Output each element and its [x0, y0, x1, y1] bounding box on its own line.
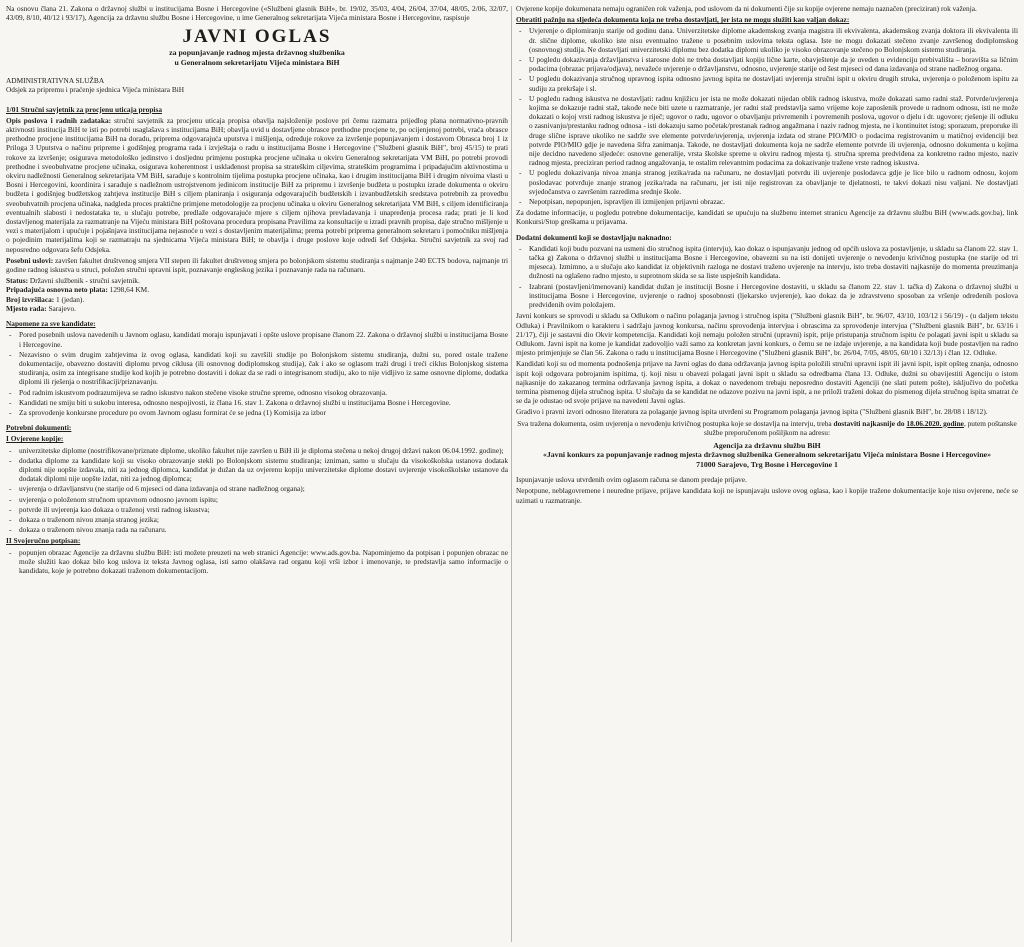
- list-item: - Pod radnim iskustvom podrazumijeva se radno iskustvo nakon stečene visoke stručne spreme, odnosno visokog obrazovanja.: [19, 388, 508, 397]
- additional-documents-list: [516, 244, 1018, 309]
- list-item: - Uvjerenje o diplomiranju starije od godinu dana. Univerzitetske diplome akademskog zvanja magistra ili ekvivalenta, akademskog zvanja doktora ili ekvivalenta ili dr. slične diplome, ukoliko iste nisu eventualno tražene u posebnim uslovima teksta oglasa. Iste ne mogu dokazati stečeno zvanje završenog dodiplomskog (osnovnog) studija. Ne dostavljati univerzitetski diplomu bez dodatka diplomi ukoliko je visoko obrazovanje stečeno po Bolonjskom sistemu studiranja.: [529, 26, 1018, 54]
- salary-label: Pripadajuća osnovna neto plata:: [6, 285, 108, 295]
- list-item: - dodatka diplome za kandidate koji su visoko obrazovanje stekli po Bolonjskom sistemu studiranja; izniman, samo u slučaju da visokoškolska ustanova dodatak diplomi nije uopšte izdavala, niti za jednog diplomca, kandidat je dužan da uz ovjerenu kopiju univerzitetske diplome dostavi uvjerenje visokoškolske ustanove da dodatak diplomi nije uopšte izdat, niti za jednog diplomca;: [19, 456, 508, 484]
- invalid-documents-heading: Obratiti pažnju na sljedeća dokumenta koja ne treba dostavljati, jer ista ne mogu služiti kao valjan dokaz:: [516, 15, 850, 25]
- list-item: - Pored posebnih uslova navedenih u Javnom oglasu, kandidati moraju ispunjavati i opšte uslove propisane članom 22. Zakona o državnoj službi u institucijama Bosne i Hercegovine.: [19, 330, 508, 348]
- list-item: - Izabrani (postavljeni/imenovani) kandidat dužan je instituciji Bosne i Hercegovine dostaviti, u skladu sa članom 22. stav 1. tačka d) Zakona o državnoj službi u institucijama Bosne i Hercegovine, uvjerenje o radnoj sposobnosti (ljekarsko uvjerenje), kao dokaz da je zdravstveno sposoban za vršenje određenih poslova predviđenih ovim položajem.: [529, 282, 1018, 310]
- validity-paragraph: Ovjerene kopije dokumenata nemaju ograničen rok važenja, pod uslovom da ni dokumenti čije su kopije ovjerene nemaju naznačen (preciziran) rok važenja.: [516, 4, 977, 13]
- additional-documents-heading: Dodatni dokumenti koji se dostavljaju naknadno:: [516, 232, 672, 242]
- organization-unit: [6, 76, 508, 94]
- signed-form-list: [6, 548, 508, 576]
- certified-copies-heading: I Ovjerene kopije:: [6, 434, 64, 444]
- workplace-line: [6, 304, 508, 313]
- certified-copies-list: [6, 446, 508, 535]
- deadline-label: dostaviti najkasnije do: [833, 418, 905, 428]
- documents-heading: Potrebni dokumenti:: [6, 423, 72, 433]
- workplace-label: Mjesto rada:: [6, 303, 47, 313]
- column-divider: [511, 6, 512, 942]
- address-street: 71000 Sarajevo, Trg Bosne i Hercegovine 1: [696, 459, 838, 469]
- list-item: - univerzitetske diplome (nostrifikovane/priznate diplome, ukoliko fakultet nije završen u BiH ili je diploma stečena u nekoj drugoj državi nakon 06.04.1992. godine);: [19, 446, 508, 455]
- deadline-paragraph: [516, 419, 1018, 437]
- duties-label: Opis poslova i radnih zadataka:: [6, 115, 112, 125]
- list-item: - Kandidati koji budu pozvani na usmeni dio stručnog ispita (intervju), kao dokaz o ispunjavanju jednog od općih uslova za postavljenje, u skladu sa članom 22. stav 1. tačka g) Zakona o državnoj službi u institucijama Bosne i Hercegovine, obavezni su na isti donijeti uvjerenje o nevođenju krivičnog postupka (ne starije od tri mjeseca). Izmimno, a u slučaju ako kandidat iz objektivnih razloga ne dostavi traženo uvjerenje na intervju, isto treba dostaviti najkasnije do momenta preuzimanja dužnosti na oglašeno radno mjesto, u suprotnom skida se sa liste uspješnih kandidata.: [529, 244, 1018, 281]
- list-item: - dokaza o traženom nivou znanja rada na računaru.: [19, 525, 508, 534]
- info-paragraph: Za dodatne informacije, u pogledu potrebne dokumentacije, kandidati se upućuju na službenu internet stranicu Agencije za državnu službu BiH (www.ads.gov.ba), link Konkursi/Stop greškama u prijavama.: [516, 208, 1018, 227]
- service-name: ADMINISTRATIVNA SLUŽBA: [6, 76, 105, 86]
- closing-paragraph-1: Ispunjavanje uslova utvrđenih ovim oglasom računa se danom predaje prijave.: [516, 475, 747, 485]
- duties-paragraph: [6, 116, 508, 254]
- announcement-subtitle: [6, 48, 508, 67]
- conditions-label: Posebni uslovi:: [6, 255, 54, 265]
- workplace-value: Sarajevo.: [48, 303, 76, 313]
- legal-basis-paragraph: Na osnovu člana 21. Zakona o državnoj službi u institucijama Bosne i Hercegovine («Službeni glasnik BiH», br. 19/02, 35/03, 4/04, 26/04, 37/04, 48/05, 2/06, 32/07, 43/09, 8/10, 40/12 i 93/17), Agencija za državnu službu Bosne i Hercegovine, u ime Generalnog sekretarijata Vijeća ministara Bosne i Hercegovine, raspisuje: [6, 4, 508, 23]
- right-column: [516, 4, 1018, 507]
- department-name: Odsjek za pripremu i praćenje sjednica Vijeća ministara BiH: [6, 85, 185, 95]
- list-item: - popunjen obrazac Agencije za državnu službu BiH: isti možete preuzeti na web stranici Agencije: www.ads.gov.ba. Napominjemo da potpisan i popunjen obrazac ne može služiti kao dokaz bilo kog uslova iz teksta Javnog oglasa, isti samo olakšava rad organu koji vrši izbor i imenovanje, te predstavlja samo informacije o kandidatu, koje je potrebno dokazati traženom dokumentacijom.: [19, 548, 508, 576]
- list-item: - U pogledu dokazivanja nivoa znanja stranog jezika/rada na računaru, ne dostavljati potvrdu ili uvjerenje poslodavca gdje je lice bilo u radnom odnosu, kojom poslodavac potvrđuje znanje stranog jezika/rada na računaru, jer isti nije registrovan za obavljanje te djelatnosti, te takvi dokazi nisu valjani. Ne dostavljati svjedočanstva o završenim razredima srednje škole.: [529, 168, 1018, 196]
- list-item: - dokaza o traženom nivou znanja stranog jezika;: [19, 515, 508, 524]
- invalid-documents-list: [516, 26, 1018, 206]
- executors-line: [6, 295, 508, 304]
- address-subject: «Javni konkurs za popunjavanje radnog mjesta državnog službenika Generalnom sekretarijatu Vijeća ministara Bosne i Hercegovine»: [542, 450, 992, 460]
- list-item: - Kandidati ne smiju biti u sukobu interesa, odnosno nespojivosti, iz člana 16. stav 1. Zakona o državnoj službi u institucijama Bosne i Hercegovine.: [19, 398, 508, 407]
- notes-list: [6, 330, 508, 417]
- signed-form-heading: II Svojeručno potpisan:: [6, 536, 81, 546]
- list-item: - Za sprovođenje konkursne procedure po ovom Javnom oglasu formirat će se jedna (1) Komisija za izbor: [19, 408, 508, 417]
- notes-heading: Napomene za sve kandidate:: [6, 319, 96, 329]
- list-item: - uvjerenja o položenom stručnom upravnom odnosno javnom ispitu;: [19, 495, 508, 504]
- deadline-intro: Sva tražena dokumenta, osim uvjerenja o nevođenju krivičnog postupka koje se dostavlja na intervju, treba: [517, 418, 832, 428]
- list-item: - Nezavisno o svim drugim zahtjevima iz ovog oglasa, kandidati koji su završili studije po Bolonjskom sistemu studiranja, dužni su, pored ostale tražene dokumentacije, obavezno dostaviti diplomu prvog ciklusa (ili osnovnog dodiplomskog studija), čak i ako se oglasom traži drugi i treći ciklus Bolonjskog sistema studiranja, osim za integrisane studije kod kojih je potrebno dostaviti i dokaz da se radi o integrisanom studiju, ako to nije vidljivo iz same osnovne diplome, dodatka diplomi ili rješenja o nostrifikaciji/priznavanju.: [19, 350, 508, 387]
- passed-exam-paragraph: Kandidati koji su od momenta podnošenja prijave na Javni oglas do dana održavanja javnog ispita položili stručni upravni ispit ili javni ispit, ispit opšteg znanja, odnosno ispit koji odgovara pobrojanim ispitima, tj. koji nisu u obavezi polagati javni ispit u skladu sa odredbama člana 13. Odluke, dužni su obavijestiti Agenciju o istom najkasnije do zakazanog termina održavanja javnog ispita, a dokaz o navedenom trebaju neposredno dostaviti Agenciji (ne slati putem pošte), isključivo do početka termina pismenog dijela stručnog ispita. U slučaju da se kandidat ne odazove pozivu na javni ispit, a ne priloži traženi dokaz do pismenog dijela stručnog ispita smatrat će se da je odustao od svoje prijave na navedeni Javni oglas.: [516, 359, 1018, 406]
- duties-text: stručni savjetnik za procjenu uticaja propisa obavlja najsloženije poslove pri čemu razmatra prijedlog plana normativno-pravnih aktivnosti institucija BiH te isti po potrebi usaglašava s institucijama BiH; obavlja uvid u dostavljene obrasce prethodne procjene te, po ocijenjenoj potrebi, vraća obrasce prethodne procjene institucijama BiH na doradu, priprema odgovarajuća uputstva i mišljenja, određuje rokove za izvršenje popunjavanjem i dostavom Obrasca broj 1 iz Priloga 3 Uputstva o načinu pripreme i godišnjeg programa rada i izvještaja o radu u institucijama Bosne i Hercegovine ("Službeni glasnik BiH", broj 45/15) te prati rokove za izvršenje; osigurava metodološko jedinstvo i dosljednu primjenu postupka procjene učinaka u okviru Generalnog sekretarijata VM BiH, po potrebi provodi prethodne i sveobuhvatne procjene učinaka, osigurava koherentnost i usklađenost propisa sa strateškim ciljevima, strateškim programima i pripadajućim aktivnostima u okviru nadležnosti Generalnog sekretarijata VM BiH, sarađuje s kontrolnim tijelima postupka procjene učinaka, kao i drugim institucijama BiH i drugim nivoima vlasti u Bosni i Hercegovini, koordinira i sarađuje s nadležnom ustrojstvenom jedinicom institucije BiH za pripremu i izvršenje budžeta u postupku izrade dokumenta o okviru budžeta i godišnjeg budžetskog zahtjeva institucije BiH s ciljem planiranja i osiguranja odgovarajućih budžetskih i izvanbudžetskih sredstava potrebnih za provedbu sveobuhvatnih procjena učinaka, nadgleda proces praktične primjene metodologije za procjenu učinaka u okviru Generalnog sekretarijata VM BiH, s ciljem identificiranja eventualnih slabosti i nedostataka te, u slučaju potrebe, predlaže odgovarajuće mjere s ciljem njihova prevladavanja i unapređenja procesa rada; prati je li kod dostavljenog materijala za razmatranje na Vijeću ministara BiH poštovana procedura propisana Pravilima za konsultacije u izradi pravnih propisa, daje stručno mišljenje u vezi s materijalom i upućuje i pojašnjava institucijama nejasnoće u vezi s dostavljenim materijalima; prema potrebi priprema generalnom sekretaru i pomoćniku mišljenja o pojedinim materijalima koji se razmatraju na sjednicama Vijeća ministara BiH; te obavlja i druge poslove koje odredi šef Odsjeka. Stručni savjetnik za svoj rad neposredno odgovara šefu Odsjeka.: [6, 115, 508, 254]
- subtitle-line-1: za popunjavanje radnog mjesta državnog službenika: [169, 48, 345, 58]
- list-item: - U pogledu radnog iskustva ne dostavljati: radnu knjižicu jer ista ne može dokazati nijedan oblik radnog iskustva, može dokazati samo radni staž. Potvrde/uvjerenja kojima se dokazuje radni staž, takođe neće biti uzete u razmatranje, jer radni staž predstavlja samo vrijeme koje zaposlenik provede u radnom odnosu, isti ne može dokazati o kojoj vrsti radnog iskustva je riječ; ugovor o radu, ugovor o obavljanju privremenih i povremenih poslova, ugovor o djelu i dr. ugovore; rješenje ili odluku o zasnivanju/prestanku radnog odnosa - isti dokazuju samo početak/prestanak radnog angažmana i naziv radnog mjesta, ne i kontinuitet istog; sporazum, preporuke ili druge slične isprave ukoliko ne sadrže sve elemente potvrde/uvjerenja, uvjerenja izdata od strane PIO/MIO o podacima registrovanim u matičnoj evidenciji bez potvrde PIO/MIO gdje je navedena šifra zanimanja. Takođe, ne dostavljati dokumenta koja ne sadrže elemente potvrde ili uvjerenja, odnosno dokumenta u kojima nije decidno navedeno sljedeće: osnovne generalije, vrsta školske spreme u okviru radnog mjesta tj. stručna sprema predviđena za konkretno radno mjesto, naziv radnog mjesta, preciziran period radnog angažovanja, te ostalim relevantnim podacima za dokazivanje tražene vrste radnog iskustva.: [529, 94, 1018, 168]
- status-label: Status:: [6, 276, 29, 286]
- status-line: [6, 276, 508, 285]
- deadline-tail: , putem poštanske službe preporučenom pošiljkom na adresu:: [703, 418, 1017, 437]
- exam-procedure-paragraph: Javni konkurs se sprovodi u skladu sa Odlukom o načinu polaganja javnog i stručnog ispita ("Službeni glasnik BiH", br. 96/07, 43/10, 103/12 i 56/19) - (u daljem tekstu Odluka) i Pravilnikom o karakteru i sadržaju javnog konkursa, načinu sprovođenja intervjua i obrascima za sprovođenje intervjua ("Službeni glasnik BiH", br. 63/16 i 21/17), čiji je sastavni dio Okvir kompetencija. Kandidati koji nemaju položen stručni (upravni) ispit, prije pristupanja stručnom ispitu će polagati javni ispit u skladu sa Odlukom. Javni ispit na kome je kandidat zadovoljio važi samo za konkretan javni konkurs, o čemu se ne izdaje uvjerenje, a na kandidata koji bude postavljen na radno mjesto primjenjuje se član 56. Zakona o radu u institucijama Bosne i Hercegovine ("Službeni glasnik BiH", br. 26/04, 7/05, 48/05, 60/10 i 32/13) i član 12. Odluke.: [516, 311, 1018, 358]
- deadline-date: 18.06.2020. godine: [906, 418, 964, 428]
- list-item: - uvjerenja o državljanstvu (ne starije od 6 mjeseci od dana izdavanja od strane nadležnog organa);: [19, 484, 508, 493]
- conditions-paragraph: [6, 256, 508, 274]
- exam-sources-paragraph: Gradivo i pravni izvori odnosno literatura za polaganje javnog ispita utvrđeni su Programom polaganja javnog ispita ("Službeni glasnik BiH", br. 28/08 i 18/12).: [516, 407, 988, 417]
- status-value: Državni službenik - stručni savjetnik.: [29, 276, 140, 286]
- closing-paragraph-2: Nepotpune, neblagovremene i neuredne prijave, prijave kandidata koji ne ispunjavaju uslove ovog oglasa, kao i kopije tražene dokumentacije koje nisu ovjerene, neće se uzimati u razmatranje.: [516, 486, 1018, 505]
- list-item: - U pogledu dokazivanja državljanstva i starosne dobi ne treba dostavljati kopiju lične karte, obavještenje da je uveden u evidenciju prebivališta – boravišta sa ličnim podacima (obrazac prijava/odjava), nevažeće uvjerenje o državljanstvu, odnosno, uvjerenje starije od šest mjeseci od dana izdavanja od strane nadležnog organa.: [529, 55, 1018, 73]
- salary-line: [6, 285, 508, 294]
- list-item: - Nepotpisan, nepopunjen, ispravljen ili izmijenjen prijavni obrazac.: [529, 197, 1018, 206]
- subtitle-line-2: u Generalnom sekretarijatu Vijeća ministara BiH: [174, 57, 340, 67]
- announcement-title: JAVNI OGLAS: [182, 26, 332, 48]
- salary-value: 1298,64 KM.: [109, 285, 150, 295]
- conditions-text: završen fakultet društvenog smjera VII stepen ili fakultet društvenog smjera po bolonjskom sistemu studiranja s najmanje 240 ECTS bodova, najmanje tri godine radnog iskustva u struci, položen stručni upravni ispit, poznavanje engleskog jezika i poznavanje rada na računaru.: [6, 255, 509, 275]
- left-column: [6, 4, 508, 577]
- list-item: - U pogledu dokazivanja stručnog upravnog ispita odnosno javnog ispita ne dostavljati uvjerenja stručni ispit u okviru drugih struka, uvjerenja o položenom ispitu za sudiju za prekršaje i sl.: [529, 74, 1018, 92]
- postal-address: [516, 441, 1018, 469]
- executors-label: Broj izvršilaca:: [6, 294, 55, 304]
- address-agency: Agencija za državnu službu BiH: [713, 440, 821, 450]
- list-item: - potvrde ili uvjerenja kao dokaza o traženoj vrsti radnog iskustva;: [19, 505, 508, 514]
- position-heading: 1/01 Stručni savjetnik za procjenu uticaja propisa: [6, 104, 162, 114]
- executors-value: 1 (jedan).: [56, 294, 85, 304]
